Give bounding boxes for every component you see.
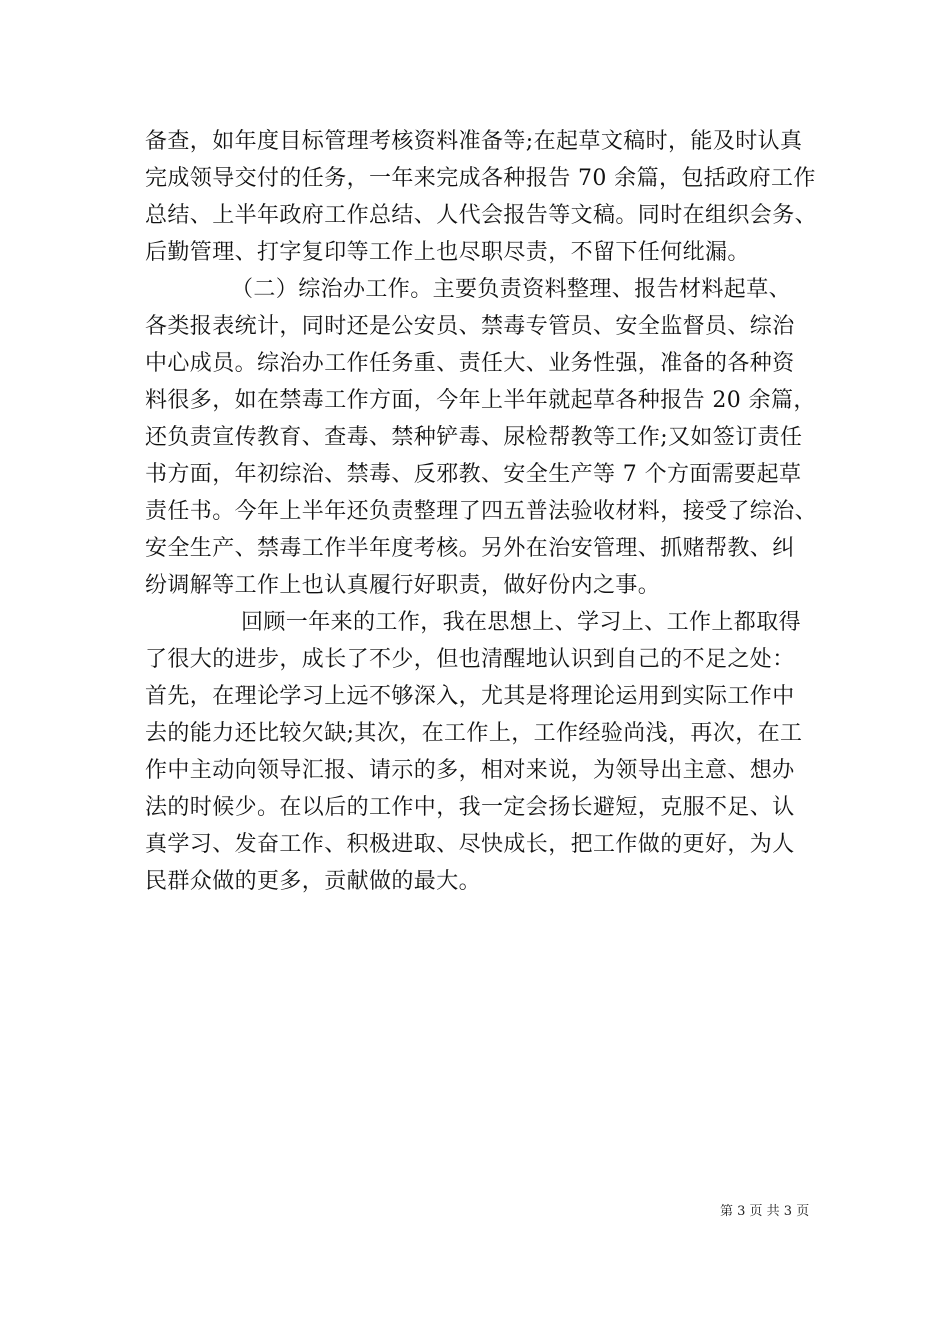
text-line: 法的时候少。在以后的工作中，我一定会扬长避短，克服不足、认 bbox=[145, 795, 795, 820]
text-line: 书方面，年初综治、禁毒、反邪教、安全生产等 7 个方面需要起草 bbox=[145, 462, 802, 487]
text-line: 去的能力还比较欠缺;其次，在工作上，工作经验尚浅，再次，在工 bbox=[145, 721, 803, 746]
text-line: 民群众做的更多，贡献做的最大。 bbox=[145, 869, 482, 894]
section-heading-line: （二）综治办工作。主要负责资料整理、报告材料起草、 bbox=[231, 277, 792, 302]
text-line: 安全生产、禁毒工作半年度考核。另外在治安管理、抓赌帮教、纠 bbox=[145, 536, 795, 561]
text-line: 还负责宣传教育、查毒、禁种铲毒、尿检帮教等工作;又如签订责任 bbox=[145, 425, 803, 450]
text-line: 责任书。今年上半年还负责整理了四五普法验收材料，接受了综治、 bbox=[145, 499, 818, 524]
text-line: 料很多，如在禁毒工作方面，今年上半年就起草各种报告 20 余篇， bbox=[145, 388, 816, 413]
text-line: 完成领导交付的任务，一年来完成各种报告 70 余篇，包括政府工作 bbox=[145, 166, 816, 191]
text-line: 真学习、发奋工作、积极进取、尽快成长，把工作做的更好，为人 bbox=[145, 832, 795, 857]
text-line: 备查，如年度目标管理考核资料准备等;在起草文稿时，能及时认真 bbox=[145, 129, 803, 154]
text-line: 后勤管理、打字复印等工作上也尽职尽责，不留下任何纰漏。 bbox=[145, 240, 750, 265]
text-line: 作中主动向领导汇报、请示的多，相对来说，为领导出主意、想办 bbox=[145, 758, 795, 783]
text-line: 各类报表统计，同时还是公安员、禁毒专管员、安全监督员、综治 bbox=[145, 314, 795, 339]
text-line: 中心成员。综治办工作任务重、责任大、业务性强，准备的各种资 bbox=[145, 351, 795, 376]
text-line: 首先，在理论学习上远不够深入，尤其是将理论运用到实际工作中 bbox=[145, 684, 795, 709]
paragraph-start-line: 回顾一年来的工作，我在思想上、学习上、工作上都取得 bbox=[241, 610, 802, 635]
text-line: 纷调解等工作上也认真履行好职责，做好份内之事。 bbox=[145, 573, 661, 598]
text-line: 总结、上半年政府工作总结、人代会报告等文稿。同时在组织会务、 bbox=[145, 203, 818, 228]
page-number-footer: 第 3 页 共 3 页 bbox=[720, 1204, 810, 1219]
text-line: 了很大的进步，成长了不少，但也清醒地认识到自己的不足之处： bbox=[145, 647, 795, 672]
